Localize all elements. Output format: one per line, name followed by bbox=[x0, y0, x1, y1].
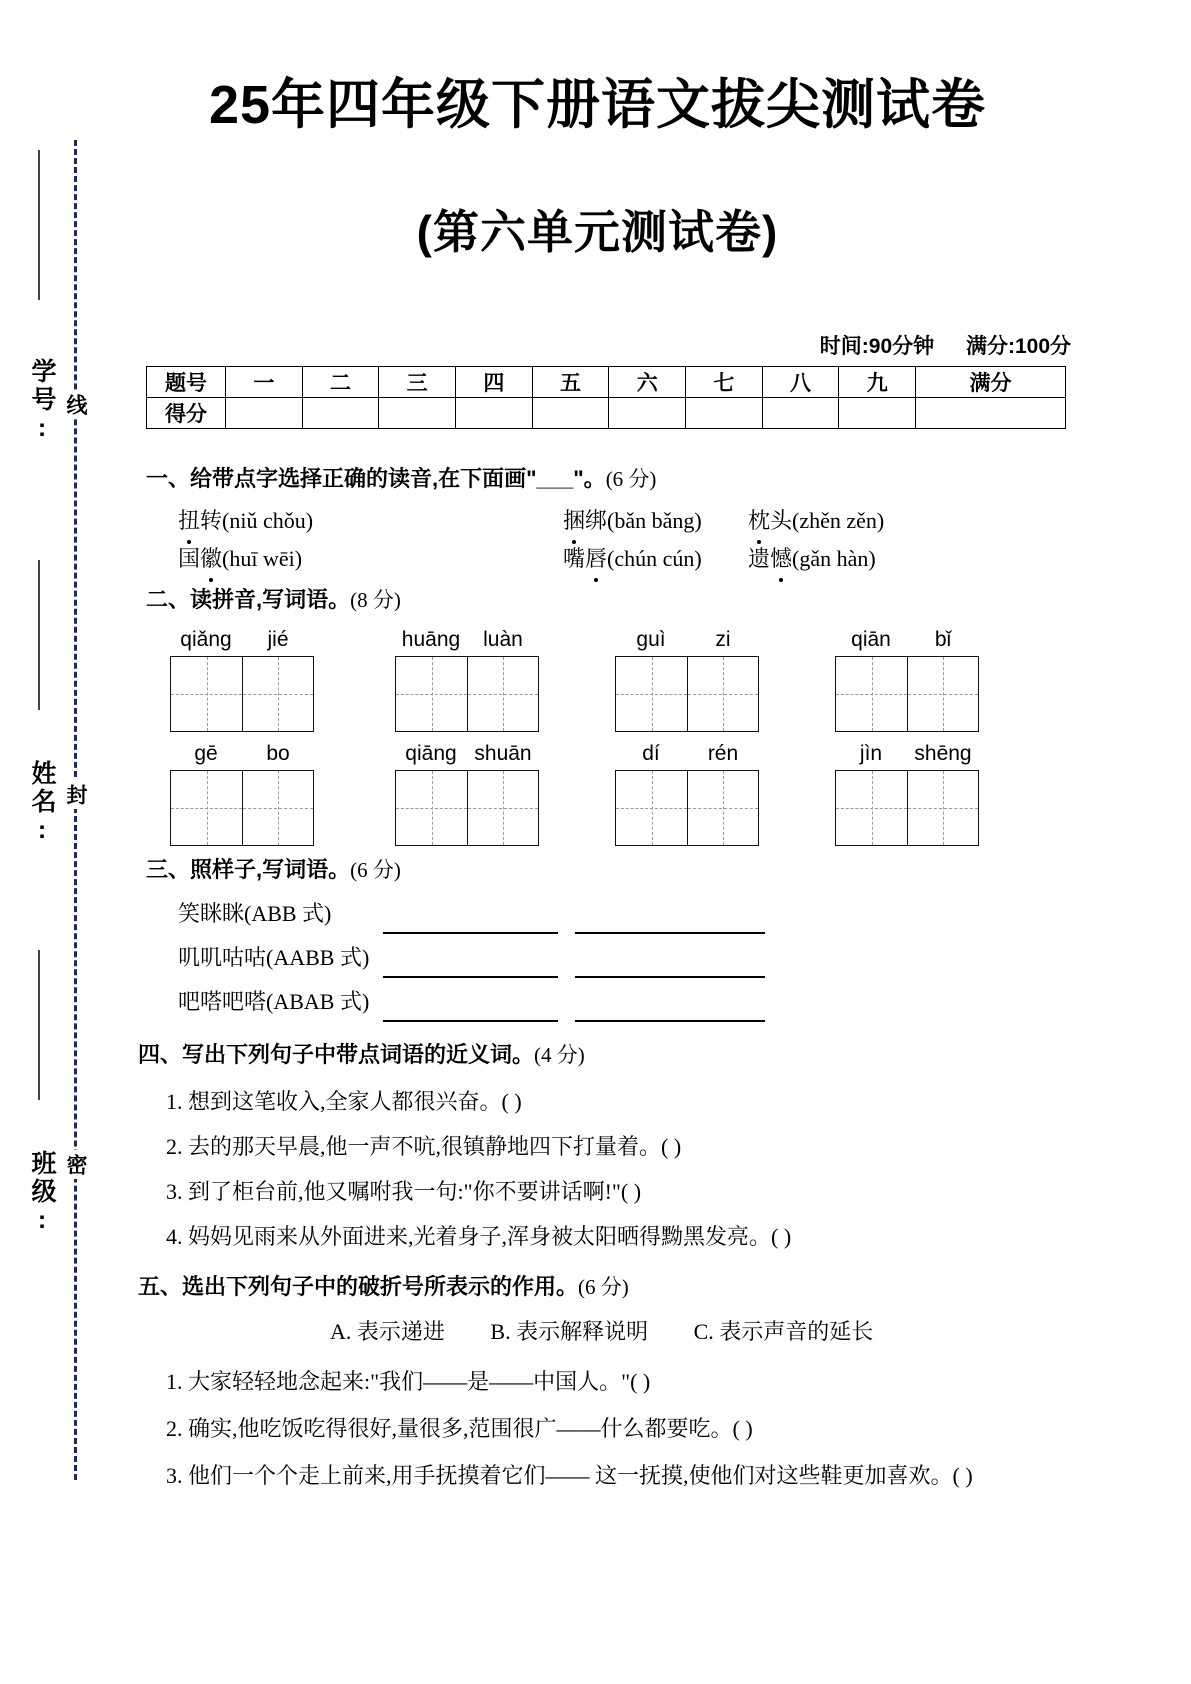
answer-blank[interactable] bbox=[383, 932, 558, 934]
score-col-9: 九 bbox=[839, 367, 916, 398]
section-3-heading-text: 三、照样子,写词语。 bbox=[146, 857, 351, 882]
seal-word-mi: 密 bbox=[62, 1150, 90, 1179]
tianzige-grid[interactable] bbox=[835, 656, 979, 732]
grid-cell[interactable] bbox=[242, 657, 313, 731]
pinyin-syllable: bo bbox=[266, 742, 290, 765]
section-2-points: (8 分) bbox=[350, 588, 401, 612]
student-class-label: 班级: bbox=[28, 1150, 56, 1237]
table-row bbox=[147, 367, 1066, 398]
pinyin-word-box[interactable] bbox=[615, 742, 759, 846]
option-c[interactable]: C. 表示声音的延长 bbox=[693, 1319, 874, 1344]
option-b[interactable]: B. 表示解释说明 bbox=[490, 1319, 649, 1344]
student-name-label: 姓名: bbox=[28, 760, 56, 847]
dotted-char: 捆 bbox=[563, 504, 585, 535]
question-item[interactable]: 1. 想到这笔收入,全家人都很兴奋。( ) bbox=[166, 1089, 522, 1114]
dotted-char: 枕 bbox=[748, 504, 770, 535]
pinyin-label bbox=[395, 628, 539, 652]
pinyin-syllable: bǐ bbox=[934, 628, 952, 651]
pinyin-syllable: dí bbox=[642, 742, 660, 765]
grid-cell[interactable] bbox=[616, 657, 687, 731]
item-pinyin: (chún cún) bbox=[607, 546, 702, 571]
score-input-cell[interactable] bbox=[609, 398, 686, 429]
grid-cell[interactable] bbox=[396, 771, 467, 845]
grid-cell[interactable] bbox=[171, 771, 242, 845]
tianzige-grid[interactable] bbox=[615, 656, 759, 732]
grid-cell[interactable] bbox=[467, 657, 538, 731]
pattern-label: 叽叽咕咕(AABB 式) bbox=[178, 945, 370, 970]
grid-cell[interactable] bbox=[467, 771, 538, 845]
question-item[interactable]: 2. 去的那天早晨,他一声不吭,很镇静地四下打量着。( ) bbox=[166, 1134, 682, 1159]
seal-dashed-line bbox=[74, 140, 77, 1480]
item-word: 头 bbox=[770, 508, 793, 533]
section-4-heading bbox=[138, 1038, 1078, 1069]
pattern-label: 笑眯眯(ABB 式) bbox=[178, 901, 332, 926]
score-input-cell[interactable] bbox=[532, 398, 609, 429]
score-col-6: 六 bbox=[609, 367, 686, 398]
time-text: 时间:90分钟 bbox=[819, 335, 935, 358]
section-3-heading bbox=[146, 853, 401, 884]
pinyin-label bbox=[395, 742, 539, 766]
score-col-4: 四 bbox=[456, 367, 533, 398]
pinyin-syllable: gē bbox=[194, 742, 218, 765]
item-word: 遗 bbox=[748, 546, 771, 571]
section-4-heading-text: 四、写出下列句子中带点词语的近义词。 bbox=[138, 1042, 535, 1067]
section-5-heading-text: 五、选出下列句子中的破折号所表示的作用。 bbox=[138, 1274, 579, 1299]
pinyin-word-box[interactable] bbox=[170, 628, 314, 732]
score-input-cell[interactable] bbox=[916, 398, 1066, 429]
reading-item[interactable] bbox=[563, 542, 702, 573]
reading-item[interactable] bbox=[178, 504, 313, 535]
dotted-char: 扭 bbox=[178, 504, 200, 535]
score-input-cell[interactable] bbox=[456, 398, 533, 429]
seal-word-xian: 线 bbox=[62, 390, 90, 419]
pinyin-syllable: jìn bbox=[859, 742, 883, 765]
score-col-1: 一 bbox=[226, 367, 303, 398]
answer-blank[interactable] bbox=[575, 932, 765, 934]
pinyin-syllable: jié bbox=[267, 628, 289, 651]
pinyin-label bbox=[835, 742, 979, 766]
total-score-text: 满分:100分 bbox=[965, 335, 1071, 358]
grid-cell[interactable] bbox=[836, 771, 907, 845]
reading-item[interactable] bbox=[748, 504, 884, 535]
pinyin-syllable: rén bbox=[707, 742, 739, 765]
score-col-8: 八 bbox=[762, 367, 839, 398]
reading-item[interactable] bbox=[563, 504, 702, 535]
page-subtitle: (第六单元测试卷) bbox=[416, 206, 779, 258]
score-col-2: 二 bbox=[302, 367, 379, 398]
grid-cell[interactable] bbox=[687, 657, 758, 731]
section-2-heading-text: 二、读拼音,写词语。 bbox=[146, 587, 351, 612]
score-table-row-label: 得分 bbox=[147, 398, 226, 429]
seal-rule bbox=[38, 950, 40, 1100]
item-pinyin: (bǎn bǎng) bbox=[607, 508, 702, 533]
pinyin-label bbox=[615, 742, 759, 766]
pinyin-word-box[interactable] bbox=[615, 628, 759, 732]
pinyin-syllable: shēng bbox=[914, 742, 972, 765]
pinyin-syllable: qiāng bbox=[405, 742, 457, 765]
page-title: 25年四年级下册语文拔尖测试卷 bbox=[208, 75, 987, 135]
pinyin-word-box[interactable] bbox=[395, 628, 539, 732]
item-word: 转 bbox=[200, 508, 223, 533]
tianzige-grid[interactable] bbox=[395, 656, 539, 732]
question-item[interactable]: 4. 妈妈见雨来从外面进来,光着身子,浑身被太阳晒得黝黑发亮。( ) bbox=[166, 1224, 792, 1249]
score-table-row-label: 题号 bbox=[147, 367, 226, 398]
grid-cell[interactable] bbox=[836, 657, 907, 731]
pinyin-word-box[interactable] bbox=[835, 628, 979, 732]
tianzige-grid[interactable] bbox=[615, 770, 759, 846]
grid-cell[interactable] bbox=[907, 657, 978, 731]
answer-blank[interactable] bbox=[383, 1020, 558, 1022]
reading-item[interactable] bbox=[748, 542, 876, 573]
pinyin-syllable: qiān bbox=[851, 628, 891, 651]
seal-rule bbox=[38, 150, 40, 300]
answer-blank[interactable] bbox=[383, 976, 558, 978]
sealing-sidebar bbox=[0, 0, 120, 1684]
score-input-cell[interactable] bbox=[686, 398, 763, 429]
score-input-cell[interactable] bbox=[379, 398, 456, 429]
item-word: 嘴 bbox=[563, 546, 586, 571]
section-1-heading bbox=[146, 462, 656, 493]
pinyin-syllable: guì bbox=[636, 628, 666, 651]
seal-rule bbox=[38, 560, 40, 710]
score-input-cell[interactable] bbox=[302, 398, 379, 429]
grid-cell[interactable] bbox=[396, 657, 467, 731]
pinyin-label bbox=[170, 628, 314, 652]
grid-cell[interactable] bbox=[687, 771, 758, 845]
seal-word-feng: 封 bbox=[62, 780, 90, 809]
grid-cell[interactable] bbox=[616, 771, 687, 845]
pinyin-label bbox=[615, 628, 759, 652]
pinyin-syllable: zi bbox=[715, 628, 731, 651]
pattern-label: 吧嗒吧嗒(ABAB 式) bbox=[178, 989, 370, 1014]
pinyin-syllable: huāng bbox=[401, 628, 461, 651]
pinyin-label bbox=[170, 742, 314, 766]
pinyin-label bbox=[835, 628, 979, 652]
exam-meta bbox=[820, 330, 1071, 360]
option-row bbox=[330, 1315, 873, 1346]
item-word: 国 bbox=[178, 546, 201, 571]
score-col-5: 五 bbox=[532, 367, 609, 398]
score-col-3: 三 bbox=[379, 367, 456, 398]
section-4-points: (4 分) bbox=[534, 1043, 585, 1067]
score-input-cell[interactable] bbox=[226, 398, 303, 429]
answer-blank[interactable] bbox=[575, 976, 765, 978]
option-a[interactable]: A. 表示递进 bbox=[330, 1319, 445, 1344]
item-pinyin: (huī wēi) bbox=[222, 546, 303, 571]
dotted-char: 唇 bbox=[585, 542, 607, 573]
section-2-heading bbox=[146, 583, 401, 614]
section-1-heading-text: 一、给带点字选择正确的读音,在下面画"___"。 bbox=[146, 466, 606, 491]
exam-sheet bbox=[120, 0, 1191, 1684]
pinyin-syllable: qiǎng bbox=[180, 628, 232, 651]
item-pinyin: (niǔ chǒu) bbox=[222, 508, 314, 533]
reading-item[interactable] bbox=[178, 542, 302, 573]
dotted-char: 徽 bbox=[200, 542, 222, 573]
question-item[interactable]: 2. 确实,他吃饭吃得很好,量很多,范围很广——什么都要吃。( ) bbox=[166, 1416, 753, 1441]
grid-cell[interactable] bbox=[907, 771, 978, 845]
score-input-cell[interactable] bbox=[839, 398, 916, 429]
score-col-total: 满分 bbox=[916, 367, 1066, 398]
section-5-heading bbox=[138, 1270, 1078, 1301]
dotted-char: 憾 bbox=[770, 542, 792, 573]
section-3-points: (6 分) bbox=[350, 858, 401, 882]
item-word: 绑 bbox=[585, 508, 608, 533]
score-input-cell[interactable] bbox=[762, 398, 839, 429]
tianzige-grid[interactable] bbox=[835, 770, 979, 846]
tianzige-grid[interactable] bbox=[170, 770, 314, 846]
section-1-points: (6 分) bbox=[605, 467, 657, 491]
question-item[interactable]: 1. 大家轻轻地念起来:"我们——是——中国人。"( ) bbox=[166, 1369, 651, 1394]
score-col-7: 七 bbox=[686, 367, 763, 398]
question-item[interactable]: 3. 他们一个个走上前来,用手抚摸着它们—— 这一抚摸,使他们对这些鞋更加喜欢。( ) bbox=[166, 1463, 973, 1488]
item-pinyin: (gǎn hàn) bbox=[792, 546, 876, 571]
tianzige-grid[interactable] bbox=[395, 770, 539, 846]
pinyin-word-box[interactable] bbox=[395, 742, 539, 846]
pinyin-word-box[interactable] bbox=[170, 742, 314, 846]
student-id-label: 学号: bbox=[28, 358, 56, 445]
table-row bbox=[147, 398, 1066, 429]
grid-cell[interactable] bbox=[242, 771, 313, 845]
pinyin-syllable: luàn bbox=[483, 628, 523, 651]
tianzige-grid[interactable] bbox=[170, 656, 314, 732]
pinyin-syllable: shuān bbox=[474, 742, 532, 765]
grid-cell[interactable] bbox=[171, 657, 242, 731]
item-pinyin: (zhěn zěn) bbox=[792, 508, 885, 533]
section-5-points: (6 分) bbox=[578, 1275, 629, 1299]
answer-blank[interactable] bbox=[575, 1020, 765, 1022]
question-item[interactable]: 3. 到了柜台前,他又嘱咐我一句:"你不要讲话啊!"( ) bbox=[166, 1179, 642, 1204]
score-table bbox=[146, 366, 1066, 429]
pinyin-word-box[interactable] bbox=[835, 742, 979, 846]
